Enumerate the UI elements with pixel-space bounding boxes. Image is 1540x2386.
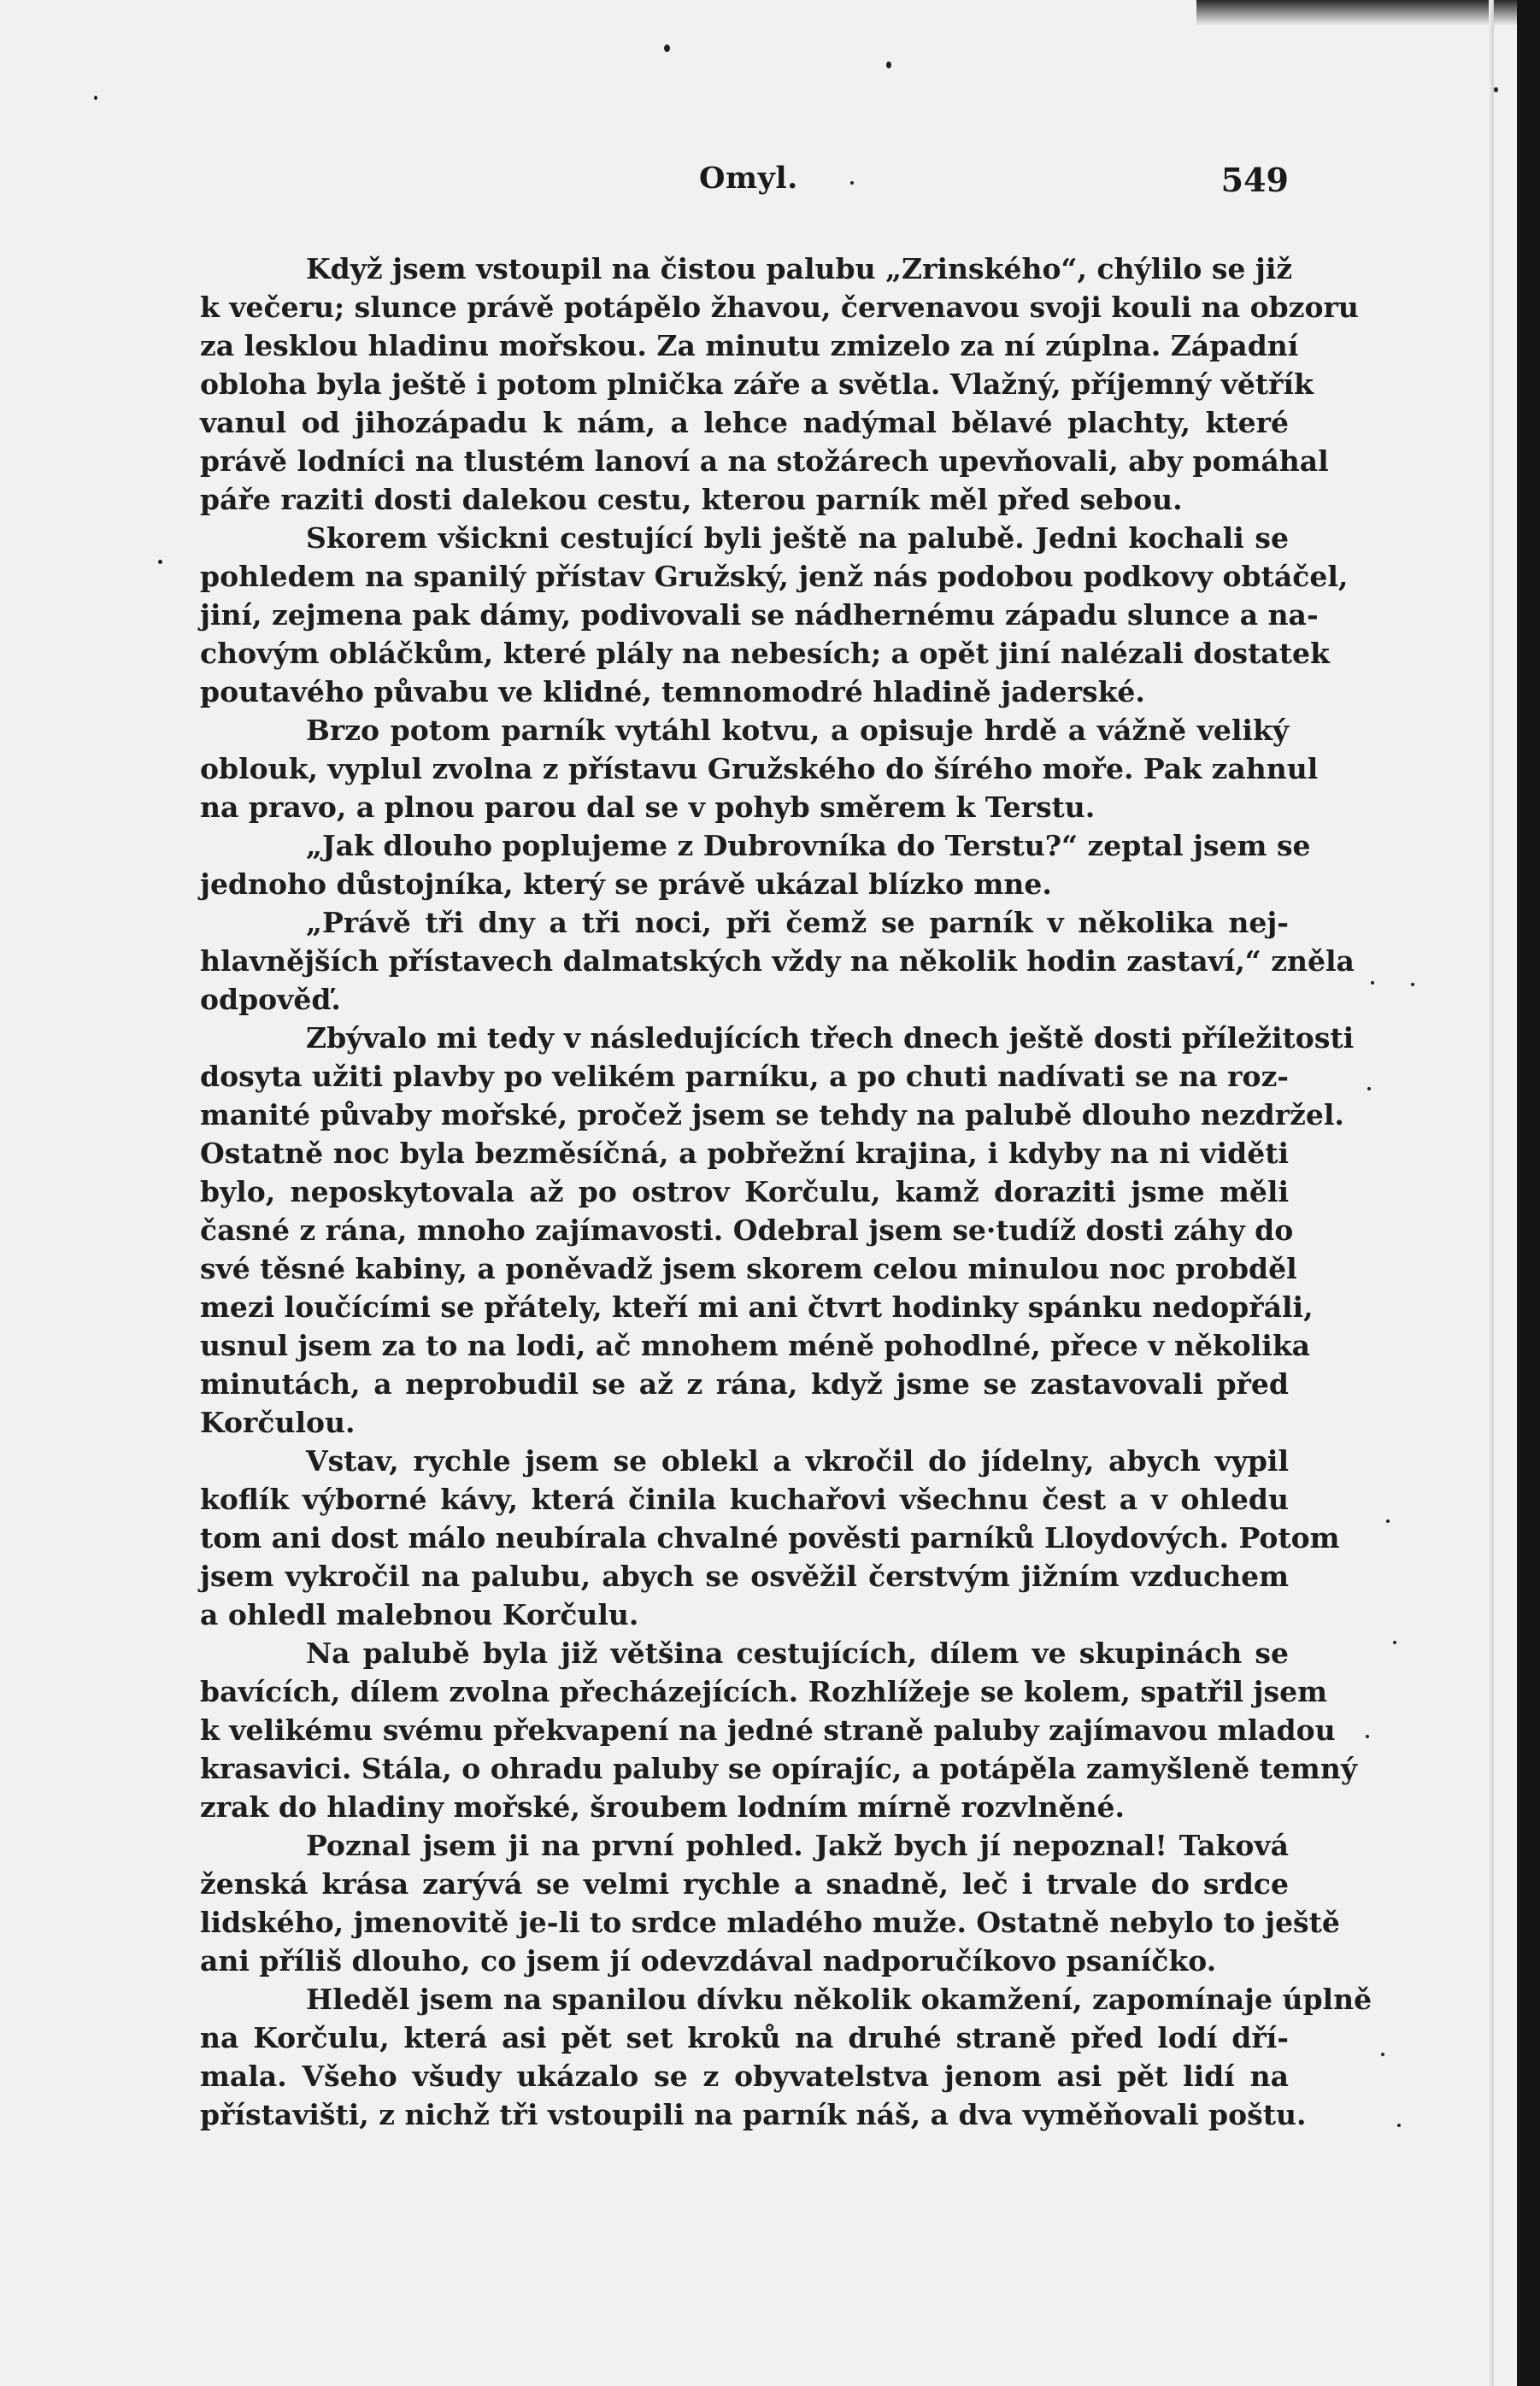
text-line: a ohledl malebnou Korčulu. (200, 1598, 639, 1631)
text-line: na Korčulu, která asi pět set kroků na druhé straně před lodí dří- (200, 2021, 1289, 2054)
text-line: lidského, jmenovitě je-li to srdce mladého muže. Ostatně nebylo to ještě (200, 1906, 1340, 1939)
text-line: pohledem na spanilý přístav Gružský, jenž nás podobou podkovy obtáčel, (200, 560, 1349, 593)
scan-speck (1366, 1735, 1369, 1738)
text-line: hlavnějších přístavech dalmatských vždy na několik hodin zastaví,“ zněla (200, 944, 1355, 978)
text-line: tom ani dost málo neubírala chvalné pověsti parníků Lloydových. Potom (200, 1521, 1340, 1554)
scan-speck (94, 96, 97, 100)
text-line: za lesklou hladinu mořskou. Za minutu zmizelo za ní zúplna. Západní (200, 329, 1299, 362)
text-line: ženská krása zarývá se velmi rychle a snadně, leč i trvale do srdce (200, 1867, 1289, 1901)
paragraph (200, 1634, 1357, 1826)
text-line: k večeru; slunce právě potápělo žhavou, červenavou svoji kouli na obzoru (200, 291, 1359, 324)
scan-shadow (1196, 0, 1517, 26)
page-number: 549 (1220, 161, 1289, 199)
text-line: časné z rána, mnoho zajímavosti. Odebral jsem se·tudíž dosti záhy do (200, 1214, 1294, 1247)
text-line: Skorem všickni cestující byli ještě na palubě. Jedni kochali se (306, 521, 1289, 555)
text-line: bylo, neposkytovala až po ostrov Korčulu, kamž doraziti jsme měli (200, 1175, 1289, 1208)
text-line: Ostatně noc byla bezměsíčná, a pobřežní krajina, i kdyby na ni viděti (200, 1137, 1289, 1170)
scan-speck (886, 62, 891, 68)
text-line: minutách, a neprobudil se až z rána, když jsme se zastavovali před (200, 1367, 1289, 1401)
scan-speck (1494, 87, 1498, 92)
text-line: krasavici. Stála, o ohradu paluby se opírajíc, a potápěla zamyšleně temný (200, 1752, 1357, 1785)
text-line: zrak do hladiny mořské, šroubem lodním mírně rozvlněné. (200, 1790, 1125, 1824)
text-line: bavících, dílem zvolna přecházejících. Rozhlížeje se kolem, spatřil jsem (200, 1675, 1327, 1708)
text-line: Vstav, rychle jsem se oblekl a vkročil do jídelny, abych vypil (306, 1444, 1289, 1478)
paragraph (200, 1442, 1340, 1634)
text-line: dosyta užiti plavby po velikém parníku, a po chuti nadívati se na roz- (200, 1060, 1289, 1093)
paragraph (200, 1826, 1340, 1980)
text-line: „Právě tři dny a tři noci, při čemž se parník v několika nej- (306, 906, 1289, 939)
body-text (200, 250, 1372, 2134)
text-line: chovým obláčkům, které plály na nebesích; a opět jiní nalézali dostatek (200, 637, 1330, 670)
text-line: páře raziti dosti dalekou cestu, kterou parník měl před sebou. (200, 483, 1183, 516)
paragraph (200, 250, 1359, 519)
text-line: poutavého půvabu ve klidné, temnomodré hladině jaderské. (200, 675, 1145, 708)
text-line: obloha byla ještě i potom plnička záře a světla. Vlažný, příjemný větřík (200, 367, 1314, 401)
text-line: mezi loučícími se přátely, kteří mi ani čtvrt hodinky spánku nedopřáli, (200, 1290, 1314, 1324)
scan-speck (1386, 1519, 1390, 1523)
text-line: přístavišti, z nichž tři vstoupili na parník náš, a dva vyměňovali poštu. (200, 2098, 1307, 2131)
text-line: oblouk, vyplul zvolna z přístavu Gružského do šírého moře. Pak zahnul (200, 752, 1319, 785)
text-line: koflík výborné kávy, která činila kuchařovi všechnu čest a v ohledu (200, 1483, 1289, 1516)
text-line: manité půvaby mořské, pročež jsem se tehdy na palubě dlouho nezdržel. (200, 1098, 1344, 1131)
text-line: Na palubě byla již většina cestujících, dílem ve skupinách se (306, 1637, 1289, 1670)
text-line: Brzo potom parník vytáhl kotvu, a opisuje hrdě a vážně veliký (306, 714, 1289, 747)
scan-speck (1397, 2124, 1401, 2127)
scan-border (1517, 0, 1540, 2386)
page-header (200, 161, 1289, 212)
paragraph (200, 903, 1355, 1019)
text-line: jiní, zejmena pak dámy, podivovali se nádhernému západu slunce a na- (200, 598, 1319, 632)
scan-speck (1393, 1641, 1396, 1644)
scan-speck (664, 44, 670, 52)
scan-speck (1367, 1087, 1371, 1090)
scan-speck (1381, 2053, 1384, 2056)
scan-speck (1371, 981, 1374, 984)
paragraph (200, 1019, 1355, 1442)
text-line: právě lodníci na tlustém lanoví a na stožárech upevňovali, aby pomáhal (200, 444, 1329, 478)
text-line: své těsné kabiny, a poněvadž jsem skorem celou minulou noc probděl (200, 1252, 1297, 1285)
text-line: usnul jsem za to na lodi, ač mnohem méně pohodlné, přece v několika (200, 1329, 1311, 1362)
paragraph (200, 1980, 1372, 2134)
page-edge-shade (1489, 0, 1494, 2386)
text-line: Hleděl jsem na spanilou dívku několik okamžení, zapomínaje úplně (306, 1983, 1372, 2016)
text-line: mala. Všeho všudy ukázalo se z obyvatelstva jenom asi pět lidí na (200, 2060, 1289, 2093)
scan-speck (158, 560, 162, 564)
text-line: na pravo, a plnou parou dal se v pohyb směrem k Terstu. (200, 790, 1096, 824)
scan-speck (1411, 983, 1414, 986)
paragraph (200, 711, 1319, 826)
running-title: Omyl. (699, 161, 798, 196)
text-line: jednoho důstojníka, který se právě ukázal blízko mne. (200, 867, 1052, 901)
text-line: Když jsem vstoupil na čistou palubu „Zrinského“, chýlilo se již (306, 252, 1293, 285)
text-line: odpověď. (200, 983, 341, 1016)
text-line: Zbývalo mi tedy v následujících třech dnech ještě dosti příležitosti (306, 1021, 1355, 1055)
text-line: jsem vykročil na palubu, abych se osvěžil čerstvým jižním vzduchem (200, 1560, 1289, 1593)
text-line: k velikému svému překvapení na jedné straně paluby zajímavou mladou (200, 1713, 1336, 1747)
text-line: vanul od jihozápadu k nám, a lehce nadýmal bělavé plachty, které (200, 406, 1289, 439)
text-line: Korčulou. (200, 1406, 356, 1439)
paragraph (200, 826, 1311, 903)
text-line: „Jak dlouho poplujeme z Dubrovníka do Terstu?“ zeptal jsem se (306, 829, 1311, 862)
paragraph (200, 519, 1349, 711)
text-line: ani příliš dlouho, co jsem jí odevzdával nadporučíkovo psaníčko. (200, 1944, 1217, 1978)
text-line: Poznal jsem ji na první pohled. Jakž bych jí nepoznal! Taková (306, 1829, 1289, 1862)
